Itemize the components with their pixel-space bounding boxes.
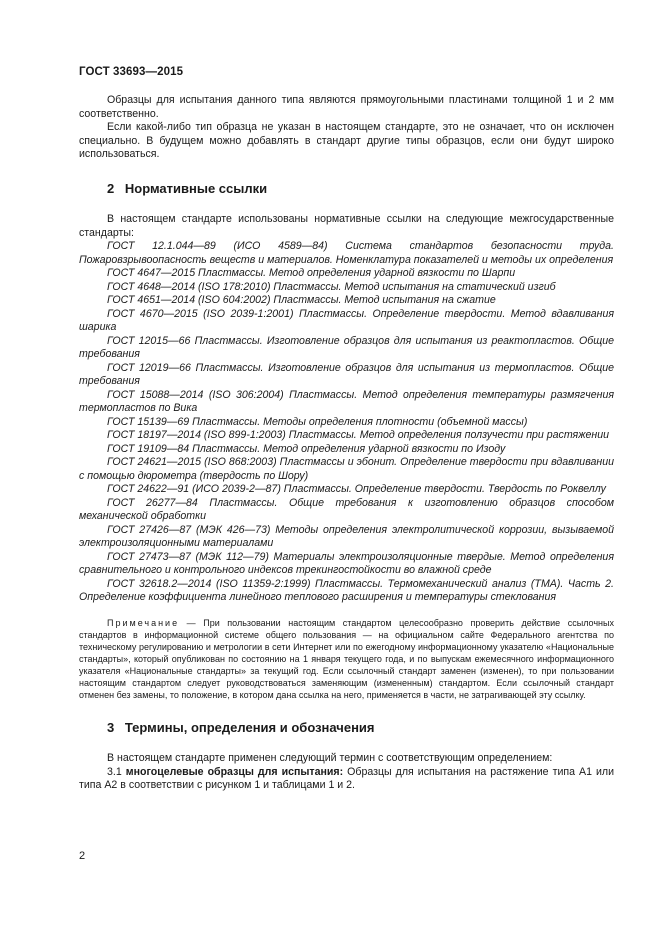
- term-name: многоцелевые образцы для испытания:: [125, 765, 344, 778]
- document-header: ГОСТ 33693—2015: [79, 66, 184, 78]
- reference-item: ГОСТ 32618.2—2014 (ISO 11359-2:1999) Пластмассы. Термомеханический анализ (ТМА). Часть 2. Определение коэффициента линейного теплового расширения и температуры стеклования: [79, 577, 614, 603]
- section-2-title: Нормативные ссылки: [124, 180, 268, 196]
- reference-item: ГОСТ 27473—87 (МЭК 112—79) Материалы электроизоляционные твердые. Метод определения сравнительного и контрольного индексов трекингостойкости во влажной среде: [79, 550, 614, 576]
- intro-paragraph-2: Если какой-либо тип образца не указан в настоящем стандарте, это не означает, что он исключен специально. В будущем можно добавлять в стандарт другие типы образцов, если они будут широко использоваться.: [79, 121, 614, 160]
- reference-item: ГОСТ 15139—69 Пластмассы. Методы определения плотности (объемной массы): [107, 415, 528, 428]
- reference-item: ГОСТ 12.1.044—89 (ИСО 4589—84) Система стандартов безопасности труда. Пожаровзрывоопасность веществ и материалов. Номенклатура показателей и методы их определения: [79, 240, 614, 266]
- term-definition: Образцы для испытания на растяжение типа А1 или типа А2 в соответствии с рисунком 1 и таблицами 1 и 2.: [79, 765, 614, 791]
- normative-references-list: [79, 240, 614, 605]
- section-2-heading: [107, 182, 614, 196]
- page-number: 2: [79, 850, 86, 862]
- reference-item: ГОСТ 12019—66 Пластмассы. Изготовление образцов для испытания из термопластов. Общие требования: [79, 361, 614, 387]
- note-text: — При пользовании настоящим стандартом целесообразно проверить действие ссылочных стандартов в информационной системе общего пользования — на официальном сайте Федерального агентства по техническому регулированию и метрологии в сети Интернет или по ежегодному информационному указателю «Национальные стандарты», который опубликован по состоянию на 1 января текущего года, и по выпускам ежемесячного информационного указателя «Национальные стандарты» за текущий год. Если ссылочный стандарт заменен (изменен), то при пользовании настоящим стандартом следует руководствоваться заменяющим (измененным) стандартом. Если ссылочный стандарт отменен без замены, то положение, в котором дана ссылка на него, применяется в части, не затрагивающей эту ссылку.: [79, 617, 614, 700]
- section-3-lead: В настоящем стандарте применен следующий термин с соответствующим определением:: [107, 752, 553, 764]
- reference-item: ГОСТ 12015—66 Пластмассы. Изготовление образцов для испытания из реактопластов. Общие требования: [79, 334, 614, 360]
- reference-item: ГОСТ 26277—84 Пластмассы. Общие требования к изготовлению образцов способом механической обработки: [79, 496, 614, 522]
- page-content: [79, 94, 614, 793]
- reference-item: ГОСТ 18197—2014 (ISO 899-1:2003) Пластмассы. Метод определения ползучести при растяжении: [107, 429, 610, 441]
- reference-item: ГОСТ 4670—2015 (ISO 2039-1:2001) Пластмассы. Определение твердости. Метод вдавливания шарика: [79, 307, 614, 333]
- reference-item: ГОСТ 24622—91 (ИСО 2039-2—87) Пластмассы. Определение твердости. Твердость по Роквеллу: [107, 483, 606, 495]
- reference-item: ГОСТ 19109—84 Пластмассы. Метод определения ударной вязкости по Изоду: [107, 442, 506, 455]
- note-label: Примечание: [107, 617, 180, 628]
- reference-item: ГОСТ 24621—2015 (ISO 868:2003) Пластмассы и эбонит. Определение твердости при вдавливании с помощью дюрометра (твердость по Шору): [79, 456, 614, 482]
- term-3-1: [79, 766, 614, 793]
- section-2-number: 2: [107, 180, 115, 196]
- reference-item: ГОСТ 27426—87 (МЭК 426—73) Методы определения электролитической коррозии, вызываемой электроизоляционными материалами: [79, 523, 614, 549]
- reference-item: ГОСТ 15088—2014 (ISO 306:2004) Пластмассы. Метод определения температуры размягчения термопластов по Вика: [79, 388, 614, 414]
- term-number: 3.1: [107, 765, 122, 778]
- reference-item: ГОСТ 4651—2014 (ISO 604:2002) Пластмассы. Метод испытания на сжатие: [107, 294, 496, 306]
- section-3-number: 3: [107, 719, 115, 735]
- section-2-note: [79, 617, 614, 701]
- reference-item: ГОСТ 4647—2015 Пластмассы. Метод определения ударной вязкости по Шарпи: [107, 267, 516, 279]
- section-2-lead: В настоящем стандарте использованы нормативные ссылки на следующие межгосударственные стандарты:: [79, 213, 614, 239]
- section-3-title: Термины, определения и обозначения: [124, 719, 375, 735]
- intro-paragraph-1: Образцы для испытания данного типа являются прямоугольными пластинами толщиной 1 и 2 мм соответственно.: [79, 94, 614, 120]
- section-3-heading: [107, 721, 614, 735]
- reference-item: ГОСТ 4648—2014 (ISO 178:2010) Пластмассы. Метод испытания на статический изгиб: [107, 280, 556, 293]
